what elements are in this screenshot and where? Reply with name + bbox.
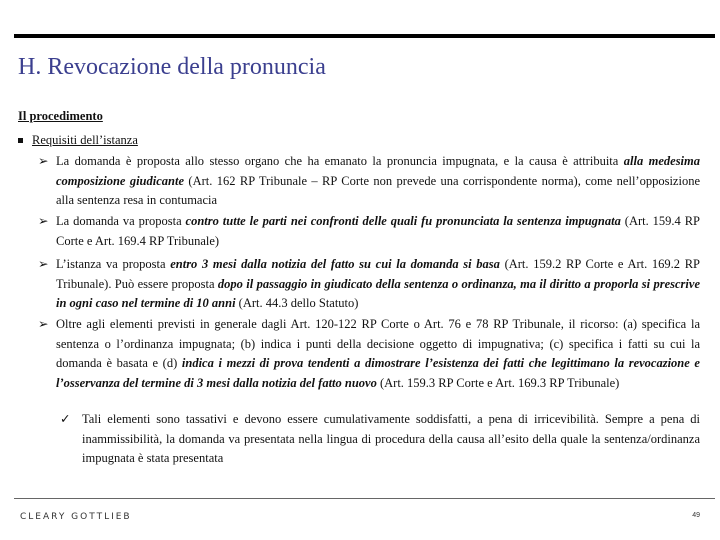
level1-item-label: Requisiti dell’istanza	[32, 133, 138, 147]
sub-bullet	[60, 410, 700, 469]
bullet-4-text: Oltre agli elementi previsti in generale dagli Art. 120-122 RP Corte o Art. 76 e 78 RP Tribunale, il ricorso: (a) specifica la sentenza o l’ordinanza impugnata; (b) indica i punti della decisione oggetto di impugnativa; (c) specifica i fatti su cui la domanda è basata e (d) indica i mezzi di prova tendenti a dimostrare l’esistenza dei fatti che legittimano la revocazione e l’osservanza del termine di 3 mesi dalla notizia del fatto nuovo (Art. 159.3 RP Corte e Art. 169.3 RP Tribunale)	[56, 317, 700, 390]
bullet-3-text: L’istanza va proposta entro 3 mesi dalla notizia del fatto su cui la domanda si basa (Art. 159.2 RP Corte e Art. 169.2 RP Tribunale). Può essere proposta dopo il passaggio in giudicato della sentenza o ordinanza, ma il diritto a proporla si prescrive in ogni caso nel termine di 10 anni (Art. 44.3 dello Statuto)	[56, 257, 700, 310]
arrow-bullet-icon: ➢	[38, 154, 49, 168]
bullet-4	[38, 315, 700, 393]
arrow-bullet-icon: ➢	[38, 214, 49, 228]
cleary-gottlieb-logo: CLEARY GOTTLIEB	[20, 512, 132, 522]
bullet-1	[38, 152, 700, 211]
sub-bullet-text: Tali elementi sono tassativi e devono essere cumulativamente soddisfatti, a pena di irricevibilità. Sempre a pena di inammissibilità, la domanda va presentata nella lingua di procedura della causa all’esito della quale la sentenza/ordinanza impugnata è stata presentata	[82, 412, 700, 465]
arrow-bullet-icon: ➢	[38, 257, 49, 271]
bullet-3	[38, 255, 700, 314]
bullet-2	[38, 212, 700, 251]
checkmark-bullet-icon: ✓	[60, 412, 71, 426]
bullet-2-text: La domanda va proposta contro tutte le parti nei confronti delle quali fu pronunciata la sentenza impugnata (Art. 159.4 RP Corte e Art. 169.4 RP Tribunale)	[56, 214, 700, 248]
bullet-1-text: La domanda è proposta allo stesso organo che ha emanato la pronuncia impugnata, e la causa è attribuita alla medesima composizione giudicante (Art. 162 RP Tribunale – RP Corte non prevede una corrispondente norma), come nell’opposizione alla sentenza resa in contumacia	[56, 154, 701, 207]
slide-title: H. Revocazione della pronuncia	[18, 54, 326, 80]
page-number: 49	[692, 512, 700, 519]
square-bullet-icon	[18, 138, 23, 143]
section-heading: Il procedimento	[18, 109, 103, 123]
level1-item	[18, 132, 138, 148]
bottom-rule	[14, 498, 715, 499]
top-rule	[14, 34, 715, 38]
arrow-bullet-icon: ➢	[38, 317, 49, 331]
